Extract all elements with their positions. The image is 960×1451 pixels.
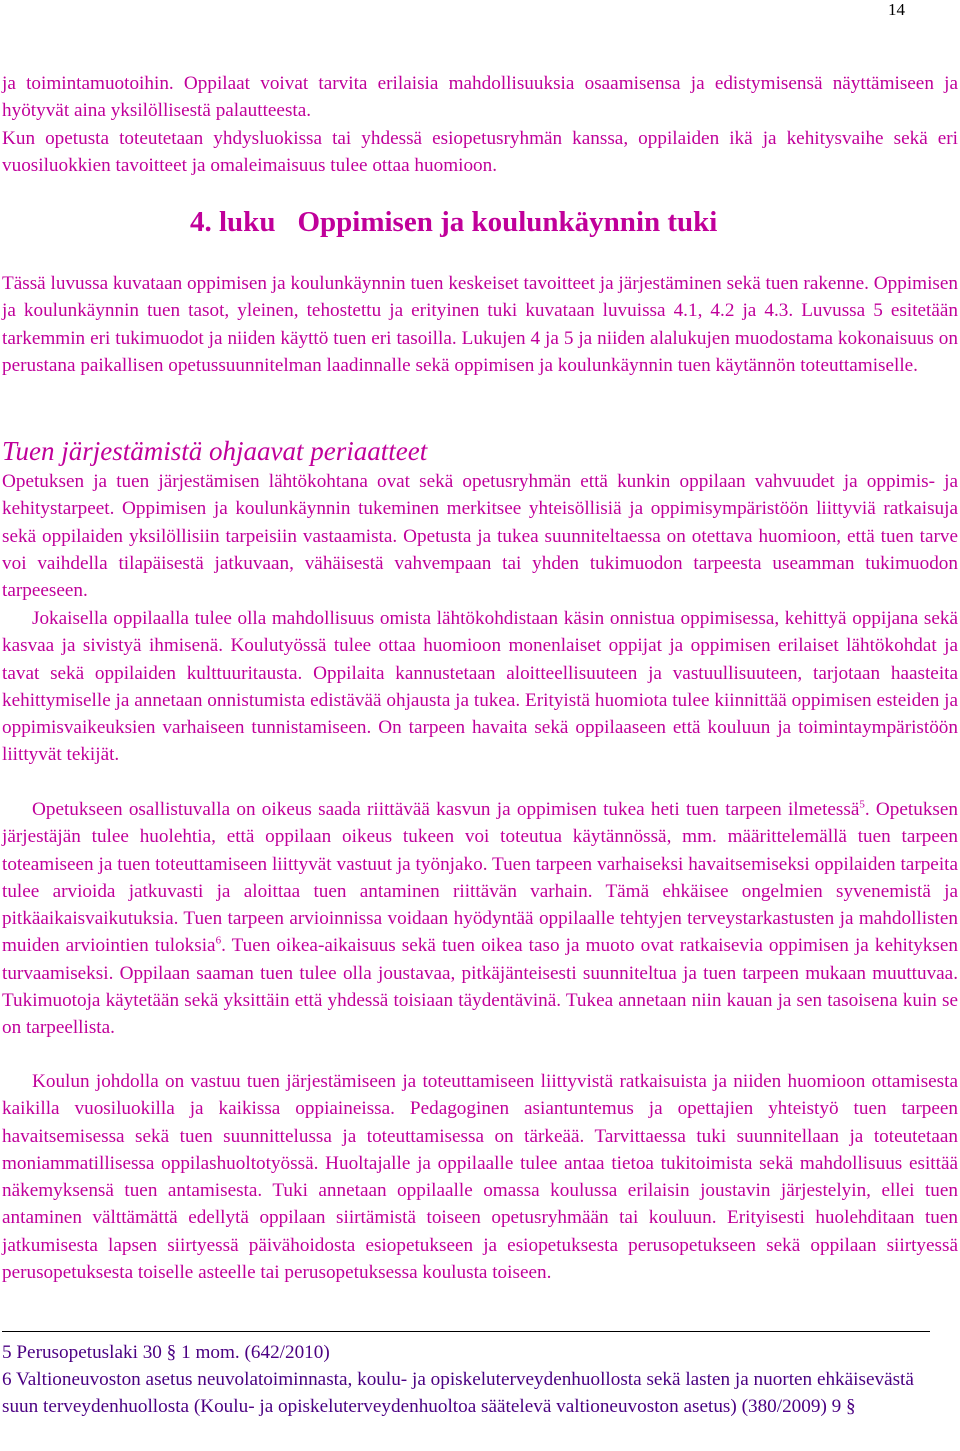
footnote-ref-5: 5 [859, 798, 865, 811]
footnote-5: 5 Perusopetuslaki 30 § 1 mom. (642/2010) [2, 1342, 330, 1363]
intro-paragraph-1: ja toimintamuotoihin. Oppilaat voivat tarvita erilaisia mahdollisuuksia osaamisensa ja edistymisensä näyttämiseen ja hyötyvät aina yksilöllisestä palautteesta. [2, 73, 958, 122]
chapter-number: 4. luku [190, 206, 276, 238]
section-paragraph-2: Jokaisella oppilaalla tulee olla mahdollisuus omista lähtökohdistaan käsin onnistua oppimisessa, kehittyä oppijana sekä kasvaa ja sivistyä ihmisenä. Koulutyössä tulee ottaa huomioon monenlaiset oppijat ja oppimisen erilaiset lähtökohdat ja tavat sekä oppilaiden kulttuuritausta. Oppilaita kannustetaan aloitteellisuuteen ja vastuullisuuteen, tarjotaan haasteita kehittymiselle ja annetaan onnistumista edistävää ohjausta ja tukea. Erityistä huomiota tulee kiinnittää oppimisen esteiden ja oppimisvaikeuksien varhaiseen tunnistamiseen. On tarpeen havaita sekä oppilaaseen että kouluun ja toimintaympäristöön liittyvät tekijät. [2, 608, 958, 766]
chapter-title-text: Oppimisen ja koulunkäynnin tuki [297, 206, 718, 238]
paragraph-3-part-3: . Tuen oikea-aikaisuus sekä tuen oikea taso ja muoto ovat ratkaisevia oppimisen ja kehityksen turvaamiseksi. Oppilaan saaman tuen tulee olla joustavaa, pitkäjänteisesti suunniteltua ja tuen tarpeen mukaan muuttuvaa. Tukimuotoja käytetään sekä yksittäin että yhdessä toisiaan täydentävinä. Tukea annetaan niin kauan ja sen tasoisena kuin se on tarpeellista. [2, 935, 958, 1039]
footnote-divider [2, 1331, 930, 1332]
section-paragraph-3 [2, 796, 958, 1042]
chapter-title [190, 202, 717, 242]
footnote-ref-6: 6 [215, 935, 222, 948]
footnote-6: 6 Valtioneuvoston asetus neuvolatoiminnasta, koulu- ja opiskeluterveydenhuollosta sekä lasten ja nuorten ehkäisevästä suun terveydenhuollosta (Koulu- ja opiskeluterveydenhuoltoa säätelevä valtioneuvoston asetus) (380/2009) 9 § [2, 1369, 914, 1418]
chapter-intro-paragraph: Tässä luvussa kuvataan oppimisen ja koulunkäynnin tuen keskeiset tavoitteet ja järjestäminen sekä tuen rakenne. Oppimisen ja koulunkäynnin tuen tasot, yleinen, tehostettu ja erityinen tuki kuvataan luvuissa 4.1, 4.2 ja 4.3. Luvussa 5 esitetään tarkemmin eri tukimuodot ja niiden käyttö tuen eri tasoilla. Lukujen 4 ja 5 ja niiden alalukujen muodostama kokonaisuus on perustana paikallisen opetussuunnitelman laadinnalle sekä oppimisen ja koulunkäynnin tuen käytännön toteuttamiselle. [2, 273, 958, 376]
section-paragraph-1: Opetuksen ja tuen järjestämisen lähtökohtana ovat sekä opetusryhmän että kunkin oppilaan vahvuudet ja oppimis- ja kehitystarpeet. Oppimisen ja koulunkäynnin tukeminen merkitsee yhteisöllisiä ja oppimisympäristöön liittyviä ratkaisuja sekä oppilaiden yksilöllisiin tarpeisiin vastaamista. Opetusta ja tukea suunniteltaessa on otettava huomioon, että tuen tarve voi vaihdella tilapäisestä jatkuvaan, vähäisestä vahvempaan tai yhden tukimuodon tarpeesta useamman tukimuodon tarpeeseen. [2, 471, 958, 602]
paragraph-3-part-2: . Opetuksen järjestäjän tulee huolehtia, että oppilaan oikeus tukeen voi toteutua käytännössä, mm. määrittelemällä tuen tarpeen toteamiseen ja tuen toteuttamiseen liittyvät vastuut ja työnjako. Tuen tarpeen varhaiseksi havaitsemiseksi oppilaiden tarpeita tulee arvioida jatkuvasti ja aloittaa tuen antaminen riittävän varhain. Tämä ehkäisee ongelmien syvenemistä ja pitkäaikaisvaikutuksia. Tuen tarpeen arvioinnissa voidaan hyödyntää oppilaalle tehtyjen terveystarkastusten ja mahdollisten muiden arviointien tuloksia [2, 799, 958, 957]
section-paragraph-4: Koulun johdolla on vastuu tuen järjestämiseen ja toteuttamiseen liittyvistä ratkaisuista ja niiden huomioon ottamisesta kaikilla vuosiluokilla ja kaikissa oppiaineissa. Pedagoginen asiantuntemus ja opettajien yhteistyö tuen tarpeen havaitsemisessa sekä tuen suunnittelussa ja toteuttamisessa on tärkeää. Tarvittaessa tuki suunnitellaan ja toteutetaan moniammatillisessa oppilashuoltotyössä. Huoltajalle ja oppilaalle tulee antaa tietoa tukitoimista sekä mahdollisuus esittää näkemyksensä tuen antamisesta. Tuki annetaan oppilaalle omassa koulussa erilaisin joustavin järjestelyin, ellei tuen antaminen välttämättä edellytä oppilaan siirtämistä toiseen opetusryhmään tai kouluun. Erityisesti huolehditaan tuen jatkumisesta lapsen siirtyessä päivähoidosta esiopetukseen ja esiopetuksesta perusopetukseen sekä oppilaan siirtyessä perusopetuksesta toiselle asteelle tai perusopetuksessa koulusta toiseen. [2, 1071, 958, 1284]
page-number: 14 [888, 0, 905, 19]
paragraph-3-part-1: Opetukseen osallistuvalla on oikeus saada riittävää kasvun ja oppimisen tukea heti tuen tarpeen ilmetessä [32, 799, 860, 820]
intro-paragraph-2: Kun opetusta toteutetaan yhdysluokissa tai yhdessä esiopetusryhmän kanssa, oppilaiden ikä ja kehitysvaihe sekä eri vuosiluokkien tavoitteet ja omaleimaisuus tulee ottaa huomioon. [2, 128, 958, 177]
section-heading: Tuen järjestämistä ohjaavat periaatteet [2, 436, 428, 466]
